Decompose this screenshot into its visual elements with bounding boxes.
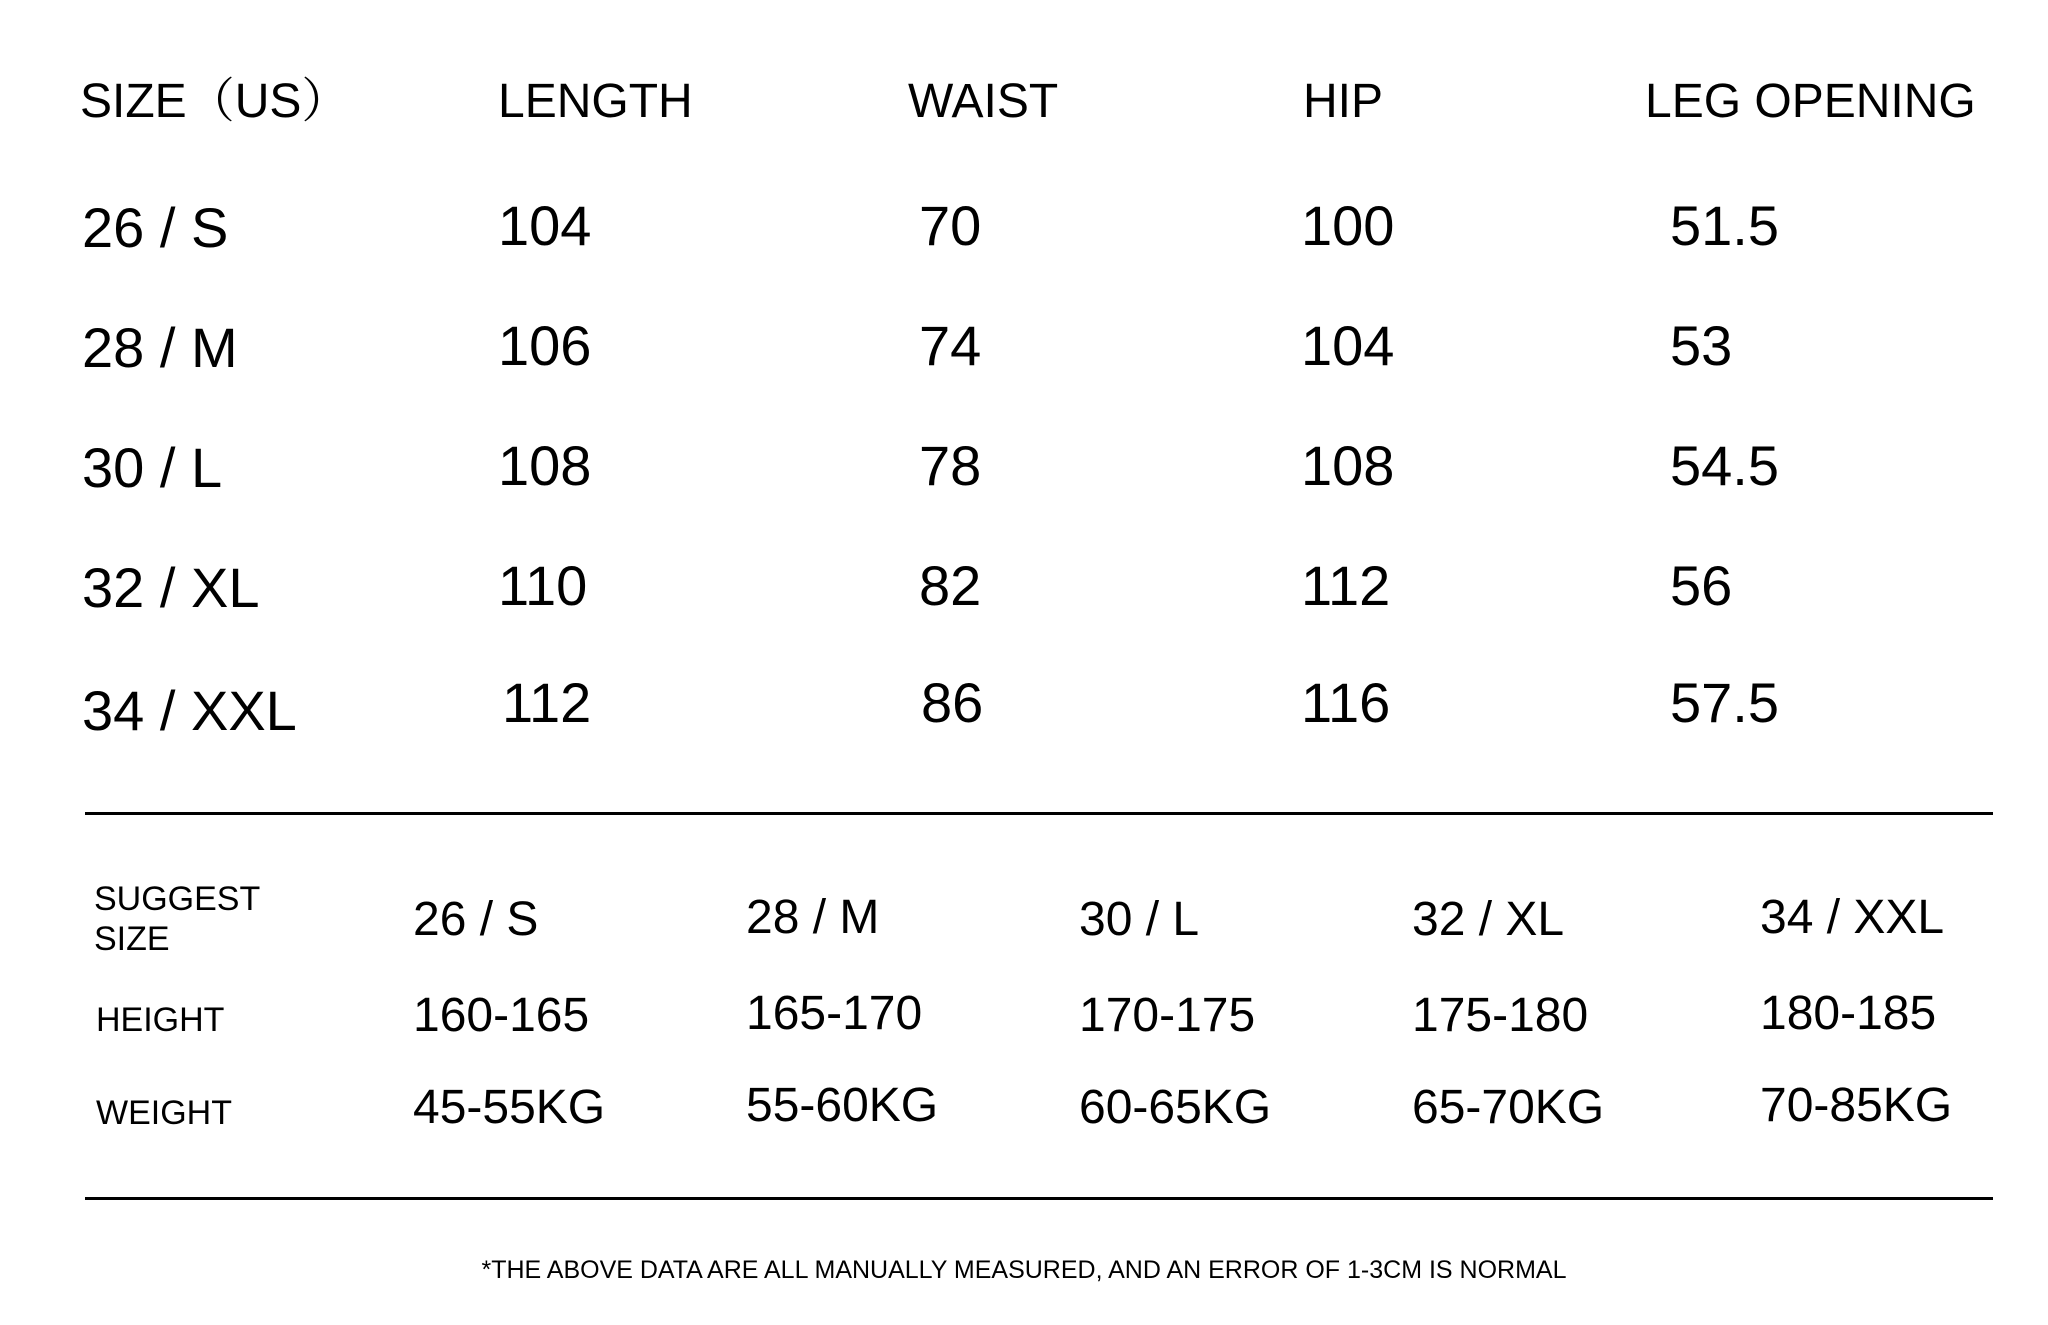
height-cell: 165-170: [746, 987, 923, 1040]
suggest-size-cell: 30 / L: [1079, 893, 1200, 946]
leg-opening-cell: 56: [1670, 554, 1733, 617]
row-label-height: HEIGHT: [96, 1001, 225, 1039]
header-size: SIZE（US）: [80, 75, 350, 128]
waist-cell: 78: [919, 434, 982, 497]
size-cell: 28 / M: [82, 316, 238, 379]
length-cell: 110: [498, 554, 588, 617]
height-cell: 160-165: [413, 989, 590, 1042]
divider-line: [85, 812, 1993, 815]
weight-cell: 60-65KG: [1079, 1081, 1272, 1134]
weight-cell: 45-55KG: [413, 1081, 606, 1134]
size-cell: 32 / XL: [82, 556, 260, 619]
header-length: LENGTH: [498, 75, 693, 128]
length-cell: 104: [498, 194, 592, 257]
leg-opening-cell: 57.5: [1670, 671, 1779, 734]
height-cell: 170-175: [1079, 989, 1256, 1042]
size-cell: 34 / XXL: [82, 679, 297, 742]
height-cell: 180-185: [1760, 987, 1937, 1040]
header-leg-opening: LEG OPENING: [1645, 75, 1976, 128]
leg-opening-cell: 54.5: [1670, 434, 1779, 497]
row-label-suggest-size: [94, 880, 260, 960]
header-waist: WAIST: [908, 75, 1059, 128]
measurement-footnote: *THE ABOVE DATA ARE ALL MANUALLY MEASURED, AND AN ERROR OF 1-3CM IS NORMAL: [481, 1256, 1567, 1284]
size-cell: 26 / S: [82, 196, 229, 259]
hip-cell: 100: [1301, 194, 1395, 257]
waist-cell: 74: [919, 314, 982, 377]
hip-cell: 112: [1301, 554, 1391, 617]
weight-cell: 55-60KG: [746, 1079, 939, 1132]
suggest-size-cell: 26 / S: [413, 893, 539, 946]
length-cell: 108: [498, 434, 592, 497]
leg-opening-cell: 51.5: [1670, 194, 1779, 257]
length-cell: 112: [502, 671, 592, 734]
length-cell: 106: [498, 314, 592, 377]
waist-cell: 86: [921, 671, 984, 734]
suggest-size-cell: 32 / XL: [1412, 893, 1565, 946]
weight-cell: 70-85KG: [1760, 1079, 1953, 1132]
label-line: SUGGEST: [94, 880, 261, 918]
divider-line: [85, 1197, 1993, 1200]
suggest-size-cell: 34 / XXL: [1760, 891, 1945, 944]
hip-cell: 104: [1301, 314, 1395, 377]
waist-cell: 82: [919, 554, 982, 617]
label-line: SIZE: [94, 919, 170, 958]
hip-cell: 108: [1301, 434, 1395, 497]
waist-cell: 70: [919, 194, 982, 257]
header-hip: HIP: [1303, 75, 1384, 128]
leg-opening-cell: 53: [1670, 314, 1733, 377]
weight-cell: 65-70KG: [1412, 1081, 1605, 1134]
size-cell: 30 / L: [82, 436, 223, 499]
hip-cell: 116: [1301, 671, 1391, 734]
row-label-weight: WEIGHT: [96, 1094, 232, 1132]
suggest-size-cell: 28 / M: [746, 891, 880, 944]
height-cell: 175-180: [1412, 989, 1589, 1042]
